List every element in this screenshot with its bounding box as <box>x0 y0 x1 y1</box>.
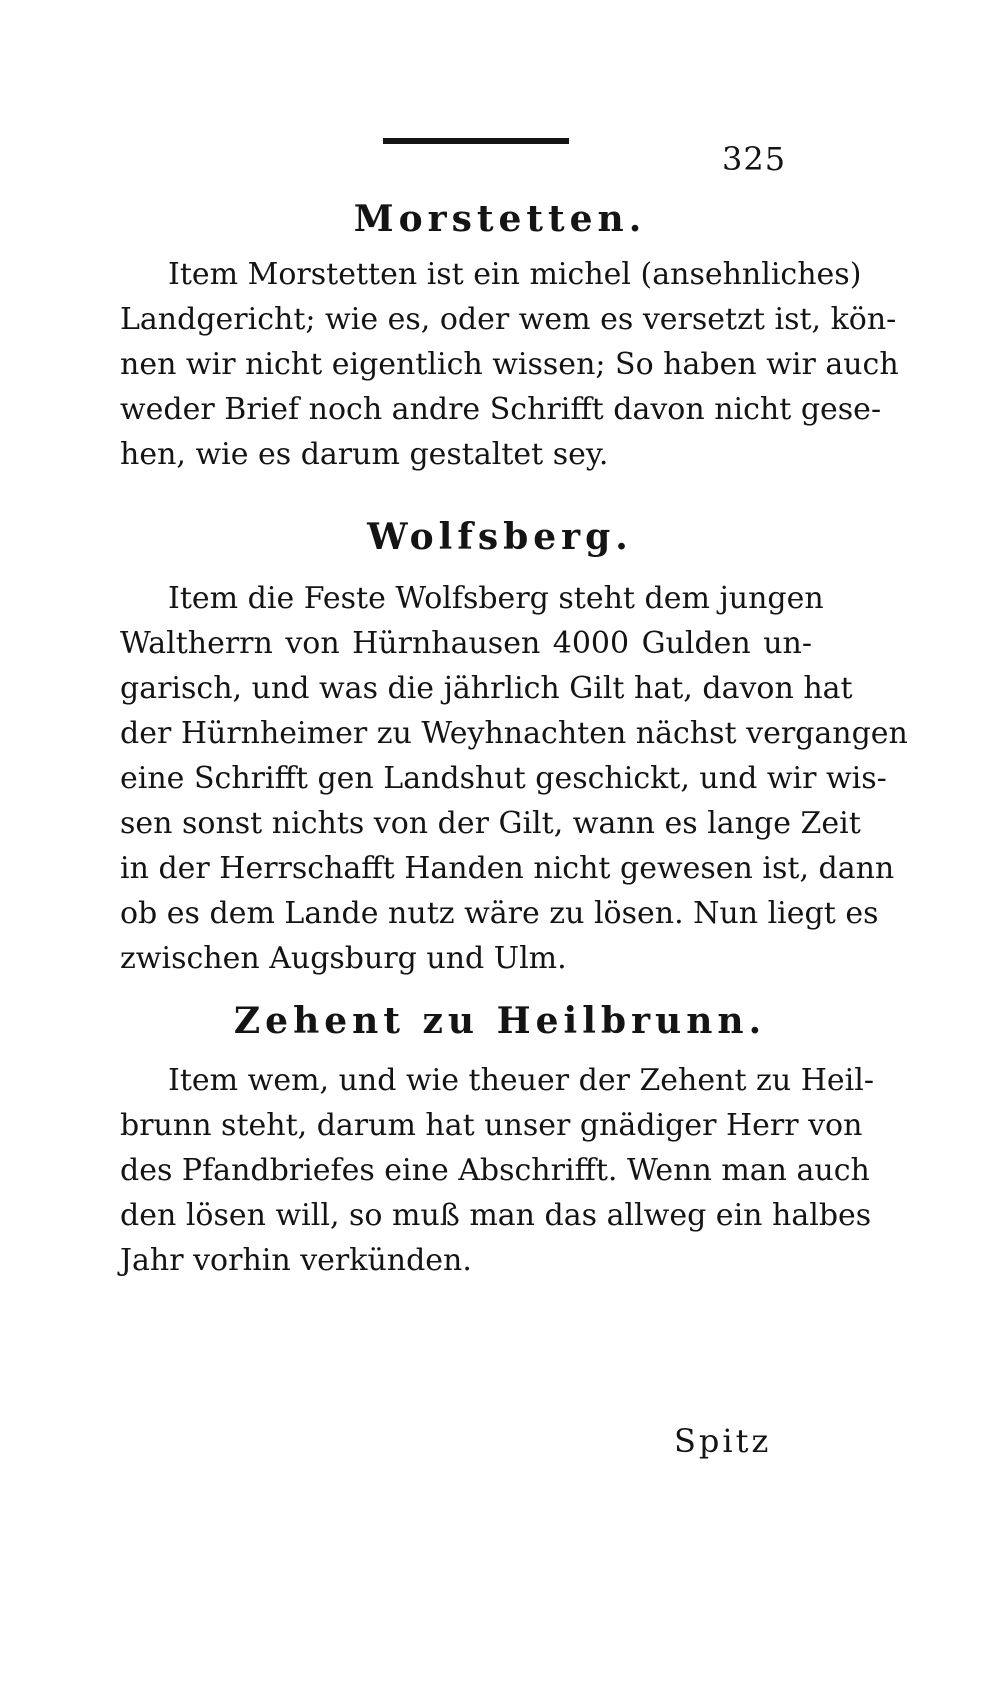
section-heading-zehent-zu-heilbrunn: Zehent zu Heilbrunn. <box>233 1000 767 1042</box>
text-line: Item wem, und wie theuer der Zehent zu Heil- <box>168 1063 874 1098</box>
text-line: Jahr vorhin verkünden. <box>120 1243 472 1278</box>
text-line: eine Schrifft gen Landshut geschickt, und wir wis- <box>120 761 887 796</box>
text-line: der Hürnheimer zu Weyhnachten nächst vergangen <box>120 716 908 751</box>
section-heading-wolfsberg: Wolfsberg. <box>367 516 633 558</box>
text-line: sen sonst nichts von der Gilt, wann es lange Zeit <box>120 806 861 841</box>
section-text-zehent-zu-heilbrunn <box>120 1058 874 1283</box>
text-line: ob es dem Lande nutz wäre zu lösen. Nun liegt es <box>120 896 879 931</box>
text-line: des Pfandbriefes eine Abschrifft. Wenn man auch <box>120 1153 870 1188</box>
text-line: Waltherrn von Hürnhausen 4000 Gulden un- <box>120 626 812 661</box>
text-line: garisch, und was die jährlich Gilt hat, davon hat <box>120 671 853 706</box>
text-line: brunn steht, darum hat unser gnädiger Herr von <box>120 1108 863 1143</box>
text-line: den lösen will, so muß man das allweg ein halbes <box>120 1198 872 1233</box>
text-line: nen wir nicht eigentlich wissen; So haben wir auch <box>120 347 899 382</box>
catchword: Spitz <box>674 1422 772 1460</box>
text-line: zwischen Augsburg und Ulm. <box>120 941 567 976</box>
header-rule <box>383 138 569 144</box>
section-text-morstetten <box>120 252 899 477</box>
text-line: hen, wie es darum gestaltet sey. <box>120 437 609 472</box>
section-text-wolfsberg <box>120 576 908 981</box>
text-line: Item Morstetten ist ein michel (ansehnliches) <box>168 257 862 292</box>
text-line: Landgericht; wie es, oder wem es versetzt ist, kön- <box>120 302 897 337</box>
text-line: weder Brief noch andre Schrifft davon nicht gese- <box>120 392 882 427</box>
section-heading-morstetten: Morstetten. <box>353 198 647 240</box>
text-line: Item die Feste Wolfsberg steht dem jungen <box>168 581 824 616</box>
page-number: 325 <box>722 140 787 178</box>
text-line: in der Herrschafft Handen nicht gewesen ist, dann <box>120 851 895 886</box>
